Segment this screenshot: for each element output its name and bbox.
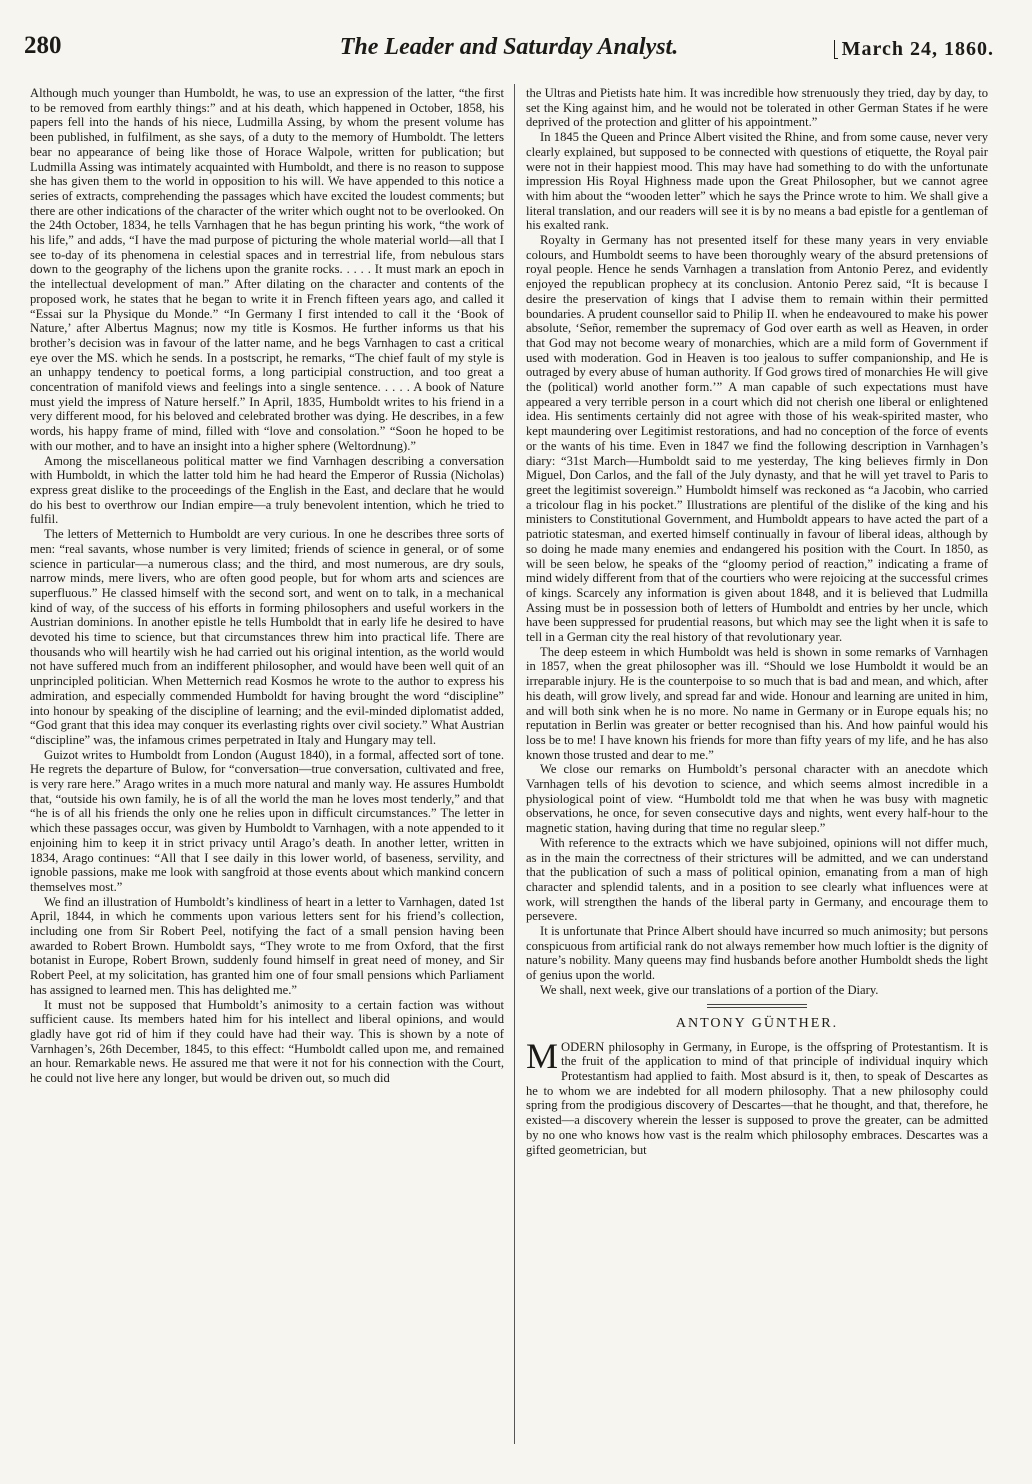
paragraph: Among the miscellaneous political matter we find Varnhagen describing a conversation with Humboldt, in which the latter told him he had heard the Emperor of Russia (Nicholas) express great dislike to the proceedings of the English in the East, and declare that he would do his best to overthrow our Indian empire—a truly benevolent intention, which he tried to fulfil. xyxy=(30,453,504,527)
paragraph: Royalty in Germany has not presented itself for these many years in very enviable colours, and Humboldt seems to have been thoroughly weary of the absurd pretensions of royal people. Hence he sends Varnhagen a translation from Antonio Perez, and evidently enjoyed the republican prophecy at its conclusion. Antonio Perez said, “It is because I desire the preservation of kings that I advise them to remain within their permitted boundaries. A prudent counsellor said to Philip II. when he endeavoured to make his power absolute, ‘Señor, remember the supremacy of God over earth as well as Heaven, in order that God may not become weary of monarchies, which are a mild form of Government if used with moderation. God in Heaven is too jealous to suffer companionship, and He is outraged by every abuse of human authority. If God grows tired of monarchies He will give the (political) world another form.’” A man capable of such expectations must have appeared a very terrible person in a court which did not cherish one liberal or enlightened idea. His sentiments certainly did not agree with those of his weak-spirited master, who kept maundering over Legitimist restorations, and had no conception of the force of events or the wants of his time. Even in 1847 we find the following description in Varnhagen’s diary: “31st March—Humboldt said to me yesterday, The king believes firmly in Don Miguel, Don Carlos, and the fall of the July dynasty, and that he will yet travel to Paris to greet the legitimist sovereign.” Humboldt himself was reckoned as “a Jacobin, who carried a tricolour flag in his pocket.” Illustrations are plentiful of the dislike of the king and his ministers to Constitutional Government, and Humboldt appears to have acted the part of a patriotic statesman, and exerted himself continually in favour of liberal ideas, although by so doing he made many enemies and endangered his position with the Court. In 1850, as will be seen below, he speaks of the “gloomy period of reaction,” indicating a frame of mind widely different from that of the courtiers who were rejoicing at the successful crimes of kings. Scarcely any information is given about 1848, and it is believed that Ludmilla Assing must be in possession both of letters of Humboldt and entries by her uncle, which have been suppressed for prudential reasons, but which may see the light when it is safe to tell in a German city the real history of that revolutionary year. xyxy=(526,233,988,645)
section-rule xyxy=(707,1004,807,1008)
paragraph: We shall, next week, give our translations of a portion of the Diary. xyxy=(540,982,879,997)
paragraph: In 1845 the Queen and Prince Albert visited the Rhine, and from some cause, never very clearly explained, but supposed to be connected with questions of etiquette, the Royal pair were not in their happiest mood. This may have had something to do with the unfortunate impression His Royal Highness made upon the Great Philosopher, but we cannot agree with him about the “wooden letter” which he says the Prince wrote to him. We shall give a literal translation, and our readers will see it is by no means a bad epistle for a gentleman of his exalted rank. xyxy=(526,130,988,233)
article-opening xyxy=(526,1035,988,1158)
right-column xyxy=(526,86,988,1444)
journal-title: The Leader and Saturday Analyst. xyxy=(339,34,679,60)
paragraph: We close our remarks on Humboldt’s personal character with an anecdote which Varnhagen tells of his devotion to science, and which seems almost incredible in a physiological point of view. “Humboldt told me that when he was busy with magnetic observations, he once, for seven consecutive days and nights, went every half-hour to the magnetic station, having during that time no regular sleep.” xyxy=(526,762,988,836)
column-divider xyxy=(514,84,515,1444)
left-column xyxy=(30,86,504,1444)
paragraph: The deep esteem in which Humboldt was held is shown in some remarks of Varnhagen in 1857, when the great philosopher was ill. “Should we lose Humboldt it would be an irreparable injury. He is the counterpoise to so much that is bad and mean, and which, after his death, will grow lively, and spread far and wide. Honour and learning are united in him, and will both sink when he is no more. No name in Germany or in Europe equals his; no reputation in Berlin was greater or better recognised than his. And how painful would his loss be to me! I have known his friends for more than fifty years of my life, and he has also known those trusted and dear to me.” xyxy=(526,644,988,762)
page-header xyxy=(24,28,994,68)
paragraph: With reference to the extracts which we have subjoined, opinions will not differ much, as in the main the correctness of their strictures will be admitted, and we can understand that the publication of such a mass of political opinion, emanating from a man of high character and splendid talents, and in a position to see clearly what influences were at work, will strengthen the hands of the liberal party in Germany, and encourage them to persevere. xyxy=(526,835,988,924)
paragraph: the Ultras and Pietists hate him. It was incredible how strenuously they tried, day by day, to set the King against him, and he would not be tolerated in other German States if he were deprived of the protection and glitter of his appointment.” xyxy=(526,86,988,130)
issue-date: March 24, 1860. xyxy=(841,38,994,60)
paragraph: Guizot writes to Humboldt from London (August 1840), in a formal, affected sort of tone. He regrets the departure of Bulow, for “conversation—true conversation, cultivated and free, is very rare here.” Arago writes in a much more natural and manly way. He assures Humboldt that, “outside his own family, he is of all the world the man he loves most tenderly,” and that “he is of all his friends the only one he relies upon in difficult circumstances.” The letter in which these passages occur, was given by Humboldt to Varnhagen, with a note appended to it enjoining him to keep it in strict privacy until Arago’s death. In another letter, written in 1834, Arago continues: “All that I see daily in this lower world, of baseness, servility, and ignoble passions, make me look with sangfroid at those events about which mankind concern themselves most.” xyxy=(30,747,504,894)
paragraph: The letters of Metternich to Humboldt are very curious. In one he describes three sorts of men: “real savants, whose number is very limited; friends of science in general, or of some science in particular—a numerous class; and the third, and most numerous, are dry souls, narrow minds, mere livers, who are often good people, but for whom arts and sciences are superfluous.” He classed himself with the second sort, and went on to talk, in a mechanical kind of way, of the success of his efforts in forming philosophers and useful workers in the Austrian dominions. In another epistle he tells Humboldt that in early life he desired to have devoted his time to science, but that circumstances threw him into practical life. There are thousands who will heartily wish he had carried out his original intention, as the world would not have suffered much from an indifferent philosopher, and would have been well quit of an unprincipled politician. When Metternich read Kosmos he wrote to the author to express his admiration, and especially commended Humboldt for having brought the word “discipline” into honour by speaking of the discipline of learning; and the evil-minded diplomatist added, “God grant that this idea may conquer its everlasting rights over civil society.” What Austrian “discipline” was, the infamous crimes perpetrated in Italy and Hungary may tell. xyxy=(30,527,504,747)
drop-cap: M xyxy=(526,1035,559,1076)
paragraph-text: ODERN philosophy in Germany, in Europe, is the offspring of Protestantism. It is the fruit of the application to mind of that principle of individual inquiry which Protestantism had applied to faith. Most absurd is it, then, to speak of Descartes as he to whom we are indebted for all modern philosophy. That a new philosophy could spring from the prodigious discovery of Descartes—that he thought, and that, therefore, he existed—a discovery wherein the lesser is supposed to prove the greater, can be admitted by no one who knows how vast is the realm which philosophy embraces. Descartes was a gifted geometrician, but xyxy=(526,1039,988,1157)
paragraph: Although much younger than Humboldt, he was, to use an expression of the latter, “the first to be removed from earthly things:” and at his death, which happened in October, 1858, his papers fell into the hands of his niece, Ludmilla Assing, by whom the present volume has been published, in fulfilment, as she says, of a duty to the memory of Humboldt. The letters bear no appearance of being like those of Horace Walpole, written for publication; but Ludmilla Assing was intimately acquainted with Humboldt, and there is no reason to suppose she has given them to the world in opposition to his will. We have appended to this notice a series of extracts, comprehending the passages which have excited the loudest comments; but there are other indications of the character of the writer which ought not to be overlooked. On the 24th October, 1834, he tells Varnhagen that he has begun printing his work, “the work of his life,” and adds, “I have the mad purpose of picturing the whole material world—all that I see to-day of its phenomena in celestial spaces and in terrestrial life, from nebulous stars down to the geography of the lichens upon the granite rocks. . . . . It must mark an epoch in the intellectual development of man.” After dilating on the character and contents of the proposed work, he states that he began to write it in French fifteen years ago, and called it “Essai sur la Physique du Monde.” “In Germany I first intended to call it the ‘Book of Nature,’ after Albertus Magnus; now my title is Kosmos. He further informs us that his brother’s decision was in favour of the latter name, and he begs Varnhagen to cast a critical eye over the MS. which he sends. In a postscript, he remarks, “The chief fault of my style is an unhappy tendency to poetical forms, a long participial construction, and too great a concentration of manifold views and feelings into a single sentence. . . . . A book of Nature must yield the impress of Nature herself.” In April, 1835, Humboldt writes to his friend in a very different mood, for his beloved and celebrated brother was dying. He describes, in a few words, his happy frame of mind, filled with “love and consolation.” “Soon he hoped to be with our mother, and to have an insight into a higher sphere (Weltordnung).” xyxy=(30,86,504,453)
section-heading: ANTONY GÜNTHER. xyxy=(675,1015,839,1031)
page-number: 280 xyxy=(24,32,62,59)
paragraph: We find an illustration of Humboldt’s kindliness of heart in a letter to Varnhagen, dated 1st April, 1844, in which he comments upon various letters sent for his friend’s collection, including one from Sir Robert Peel, notifying the fact of a small pension having been awarded to Robert Brown. Humboldt says, “They wrote to me from Oxford, that the first botanist in Europe, Robert Brown, suddenly found himself in great need of money, and Sir Robert Peel, at my solicitation, has granted him one of four small pensions which Parliament has assigned to learned men. This has delighted me.” xyxy=(30,894,504,997)
paragraph: It must not be supposed that Humboldt’s animosity to a certain faction was without sufficient cause. Its members hated him for his intellect and liberal opinions, and would gladly have got rid of him if they could have had their way. This is shown by a note of Varnhagen’s, 26th December, 1845, to this effect: “Humboldt called upon me, and remained an hour. Remarkable news. He assured me that were it not for his connection with the Court, he could not live here any longer, but would be driven out, so much did xyxy=(30,997,504,1086)
paragraph: It is unfortunate that Prince Albert should have incurred so much animosity; but persons conspicuous from artificial rank do not always remember how much loftier is the dignity of nature’s nobility. Many queens may find husbands before another Humboldt sheds the light of genius upon the world. xyxy=(526,924,988,983)
